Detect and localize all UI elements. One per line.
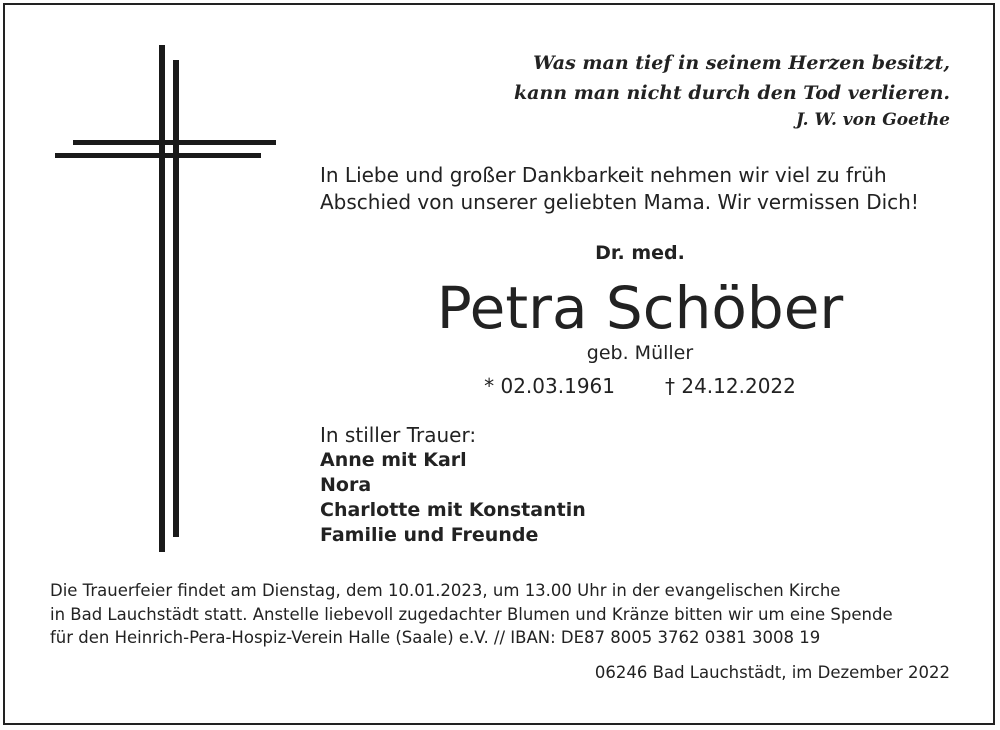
mourner-name: Familie und Freunde [320,524,539,546]
academic-title: Dr. med. [595,242,685,264]
death-date: † 24.12.2022 [665,374,796,398]
mourner-name: Nora [320,474,372,496]
quote-author: J. W. von Goethe [795,110,950,130]
notice-line-3: für den Heinrich-Pera-Hospiz-Verein Halle (Saale) e.V. // IBAN: DE87 8005 3762 0381 3008 19 [50,628,821,647]
birth-date: * 02.03.1961 [484,374,615,398]
quote-line-1: Was man tief in seinem Herzen besitzt, [533,52,950,74]
intro-line-2: Abschied von unserer geliebten Mama. Wir vermissen Dich! [320,190,919,214]
notice-line-2: in Bad Lauchstädt statt. Anstelle liebevoll zugedachter Blumen und Kränze bitten wir um eine Spende [50,604,893,624]
life-dates [320,374,960,398]
intro-text [320,162,940,216]
mourners-list [320,448,586,548]
place-date: 06246 Bad Lauchstädt, im Dezember 2022 [594,663,950,682]
mourner-name: Anne mit Karl [320,449,467,471]
funeral-notice [50,579,970,650]
notice-line-1: Die Trauerfeier findet am Dienstag, dem 10.01.2023, um 13.00 Uhr in der evangelischen Kirche [50,581,841,600]
quote-line-2: kann man nicht durch den Tod verlieren. [514,82,950,104]
maiden-name: geb. Müller [586,342,694,364]
intro-line-1: In Liebe und großer Dankbarkeit nehmen wir viel zu früh [320,163,887,187]
mourning-heading: In stiller Trauer: [320,423,477,447]
mourner-name: Charlotte mit Konstantin [320,499,586,521]
deceased-name: Petra Schöber [436,274,844,342]
goethe-quote [430,48,950,108]
